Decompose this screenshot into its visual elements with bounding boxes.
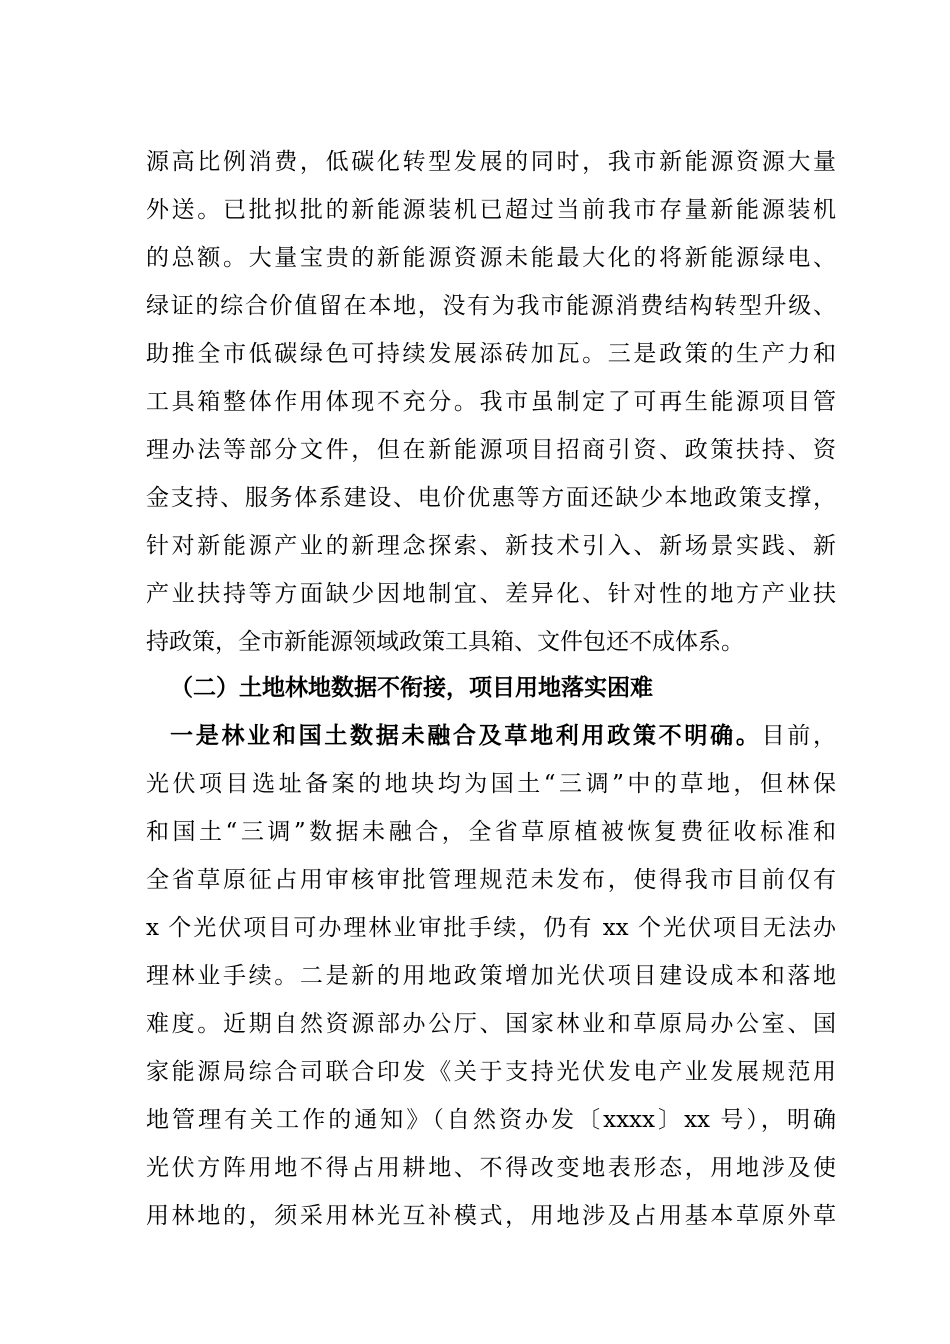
text-line: 理林业手续。二是新的用地政策增加光伏项目建设成本和落地 xyxy=(146,963,836,989)
text-line: 助推全市低碳绿色可持续发展添砖加瓦。三是政策的生产力和 xyxy=(146,341,836,367)
text-line: 和国土“三调”数据未融合，全省草原植被恢复费征收标准和 xyxy=(146,819,836,845)
text-line: 源高比例消费，低碳化转型发展的同时，我市新能源资源大量 xyxy=(146,149,836,175)
text-line: 金支持、服务体系建设、电价优惠等方面还缺少本地政策支撑， xyxy=(146,485,836,511)
text-line: 全省草原征占用审核审批管理规范未发布，使得我市目前仅有 xyxy=(146,867,836,893)
text-line: 绿证的综合价值留在本地，没有为我市能源消费结构转型升级、 xyxy=(146,293,836,319)
paragraph-lead-rest: 目前， xyxy=(761,723,836,749)
text-line: 家能源局综合司联合印发《关于支持光伏发电产业发展规范用 xyxy=(146,1059,836,1085)
text-line: 用林地的，须采用林光互补模式，用地涉及占用基本草原外草 xyxy=(146,1203,836,1229)
text-line: 难度。近期自然资源部办公厅、国家林业和草原局办公室、国 xyxy=(146,1011,836,1037)
paragraph-lead: 一是林业和国土数据未融合及草地利用政策不明确。 xyxy=(170,722,762,749)
text-line: 产业扶持等方面缺少因地制宜、差异化、针对性的地方产业扶 xyxy=(146,581,836,607)
section-heading: （二）土地林地数据不衔接，项目用地落实困难 xyxy=(170,674,653,701)
text-line: 外送。已批拟批的新能源装机已超过当前我市存量新能源装机 xyxy=(146,197,836,223)
text-line-first xyxy=(170,720,836,752)
text-line: 针对新能源产业的新理念探索、新技术引入、新场景实践、新 xyxy=(146,533,836,559)
text-line: 工具箱整体作用体现不充分。我市虽制定了可再生能源项目管 xyxy=(146,389,836,415)
text-line: 地管理有关工作的通知》（自然资办发〔xxxx〕xx 号），明确 xyxy=(146,1107,836,1133)
text-line: 光伏项目选址备案的地块均为国土“三调”中的草地，但林保 xyxy=(146,771,836,797)
text-line: 光伏方阵用地不得占用耕地、不得改变地表形态，用地涉及使 xyxy=(146,1155,836,1181)
text-line: 理办法等部分文件，但在新能源项目招商引资、政策扶持、资 xyxy=(146,437,836,463)
text-line: 的总额。大量宝贵的新能源资源未能最大化的将新能源绿电、 xyxy=(146,245,836,271)
text-line: x 个光伏项目可办理林业审批手续，仍有 xx 个光伏项目无法办 xyxy=(146,915,836,941)
text-line: 持政策，全市新能源领域政策工具箱、文件包还不成体系。 xyxy=(146,629,744,655)
